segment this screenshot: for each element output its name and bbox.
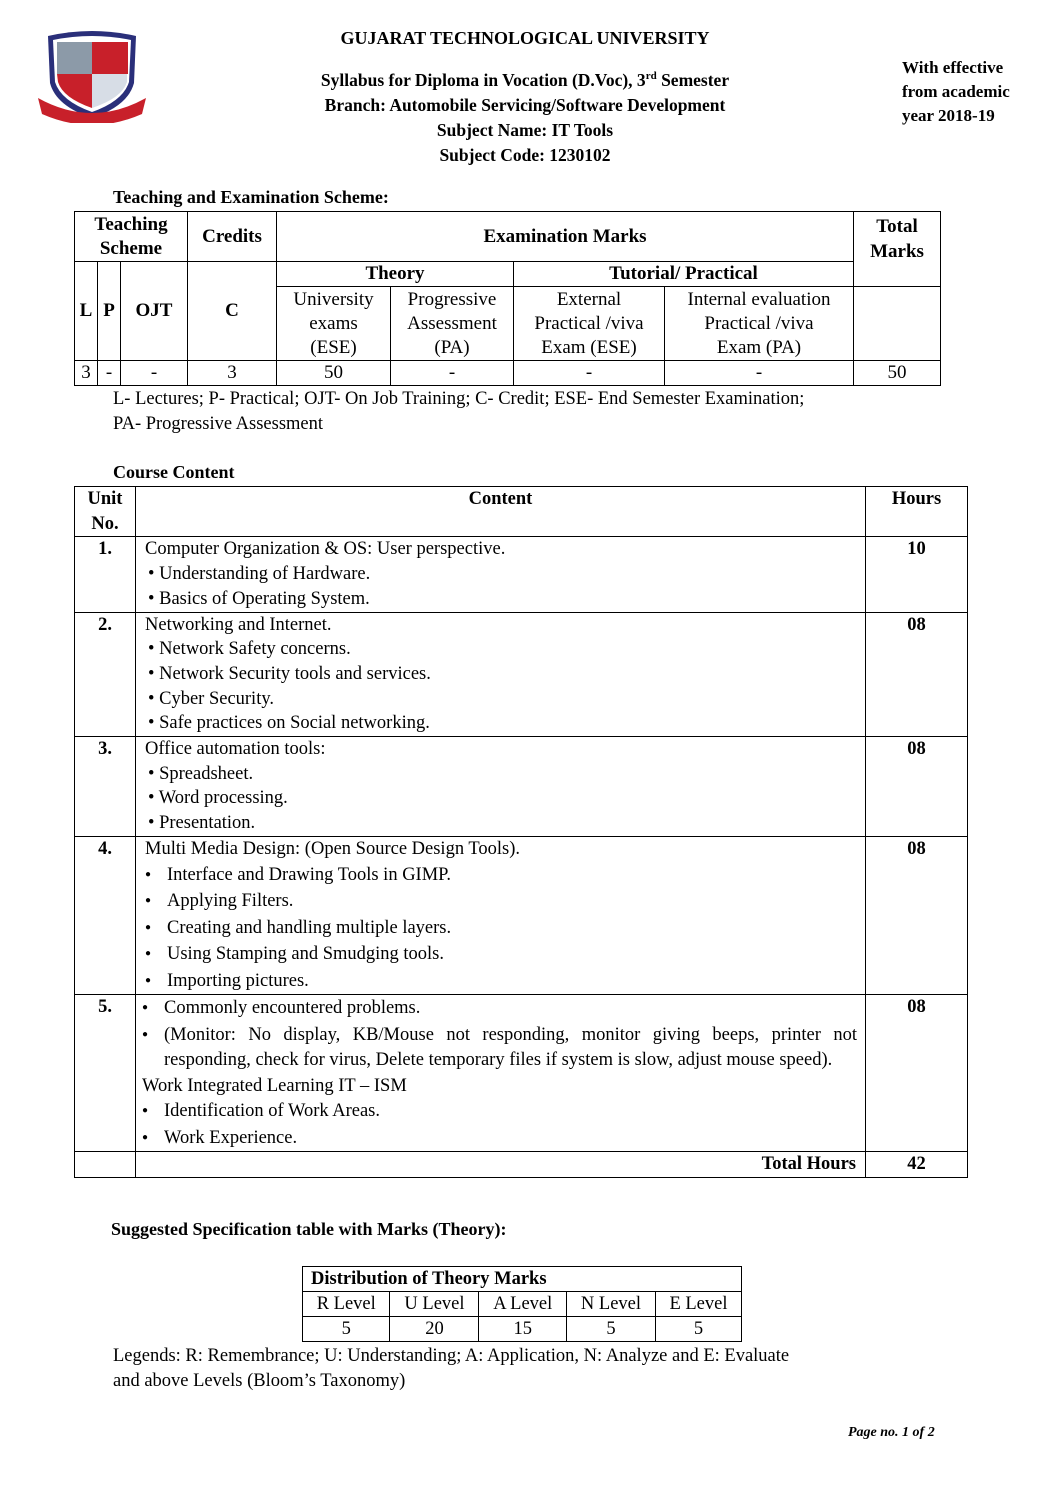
syllabus-line: Syllabus for Diploma in Vocation (D.Voc), 3rd Semester: [320, 69, 730, 90]
unit-number: 5.: [75, 995, 136, 1152]
unit-content: ● Commonly encountered problems. ● (Monitor: No display, KB/Mouse not responding, monitor giving beeps, printer not responding, check for virus, Delete temporary files if system is slow, adjust mouse speed). Work Integrated Learning IT – ISM ● Identification of Work Areas. ● Work Experience.: [136, 995, 866, 1152]
ojt-value: -: [121, 361, 188, 386]
spec-title: Suggested Specification table with Marks (Theory):: [111, 1219, 507, 1239]
scheme-title: Teaching and Examination Scheme:: [113, 187, 389, 207]
scheme-values-row: [75, 361, 941, 386]
university-name: GUJARAT TECHNOLOGICAL UNIVERSITY: [340, 28, 710, 48]
e-level-header: E Level: [655, 1292, 741, 1317]
total-hours-label: Total Hours: [136, 1152, 866, 1178]
unit-number: 4.: [75, 836, 136, 994]
a-level-marks: 15: [479, 1317, 566, 1342]
subject-name: Subject Name: IT Tools: [436, 119, 614, 140]
total-spacer: [75, 1152, 136, 1178]
unit-row: [75, 995, 968, 1152]
subject-code: Subject Code: 1230102: [439, 144, 611, 165]
unit-hours: 10: [866, 537, 968, 612]
p-header: P: [98, 262, 121, 361]
unit-number: 1.: [75, 537, 136, 612]
course-content-title: Course Content: [113, 462, 235, 482]
content-header: Content: [136, 487, 866, 537]
n-level-header: N Level: [566, 1292, 655, 1317]
course-content-table: [74, 486, 968, 1178]
ojt-header: OJT: [121, 262, 188, 361]
l-value: 3: [75, 361, 98, 386]
total-value: 50: [854, 361, 941, 386]
university-logo: [30, 28, 155, 123]
page-number: Page no. 1 of 2: [848, 1425, 935, 1440]
r-level-header: R Level: [303, 1292, 390, 1317]
total-hours-row: [75, 1152, 968, 1178]
total-marks-header: Total Marks: [854, 212, 941, 287]
u-level-marks: 20: [390, 1317, 479, 1342]
hours-header: Hours: [866, 487, 968, 537]
effective-year-note: With effective from academic year 2018-19: [902, 58, 1010, 125]
pa-practical-value: -: [665, 361, 854, 386]
unit-row: [75, 612, 968, 737]
level-header-row: [303, 1292, 742, 1317]
pa-practical-header: Internal evaluation Practical /viva Exam (PA): [665, 287, 854, 361]
unit-content: Multi Media Design: (Open Source Design Tools). ● Interface and Drawing Tools in GIMP. ● Applying Filters. ● Creating and handling multiple layers. ● Using Stamping and Smudging tools. ● Importing pictures.: [136, 836, 866, 994]
pa-theory-header: Progressive Assessment (PA): [391, 287, 514, 361]
unit-row: [75, 737, 968, 837]
spec-legend: Legends: R: Remembrance; U: Understanding; A: Application, N: Analyze and E: Evaluate and above Levels (Bloom’s Taxonomy): [113, 1346, 790, 1391]
c-header: C: [188, 262, 277, 361]
unit-content: Computer Organization & OS: User perspective. • Understanding of Hardware. • Basics of Operating System.: [136, 537, 866, 612]
unit-number: 2.: [75, 612, 136, 737]
ese-theory-header: University exams (ESE): [277, 287, 391, 361]
ese-practical-header: External Practical /viva Exam (ESE): [514, 287, 665, 361]
unit-hours: 08: [866, 612, 968, 737]
shield-crest-icon: [30, 28, 155, 123]
unit-hours: 08: [866, 836, 968, 994]
c-value: 3: [188, 361, 277, 386]
unit-row: [75, 836, 968, 994]
teaching-scheme-header: Teaching Scheme: [75, 212, 188, 262]
n-level-marks: 5: [566, 1317, 655, 1342]
branch-line: Branch: Automobile Servicing/Software Development: [324, 94, 726, 115]
p-value: -: [98, 361, 121, 386]
level-marks-row: [303, 1317, 742, 1342]
unit-row: [75, 537, 968, 612]
u-level-header: U Level: [390, 1292, 479, 1317]
credits-header: Credits: [188, 212, 277, 262]
l-header: L: [75, 262, 98, 361]
unit-content: Office automation tools: • Spreadsheet. • Word processing. • Presentation.: [136, 737, 866, 837]
total-hours-value: 42: [866, 1152, 968, 1178]
unit-hours: 08: [866, 737, 968, 837]
e-level-marks: 5: [655, 1317, 741, 1342]
theory-header: Theory: [277, 262, 514, 287]
theory-distribution-table: [302, 1266, 742, 1342]
unit-header: Unit No.: [75, 487, 136, 537]
scheme-table: [74, 211, 941, 386]
exam-marks-header: Examination Marks: [277, 212, 854, 262]
unit-content: Networking and Internet. • Network Safety concerns. • Network Security tools and services. • Cyber Security. • Safe practices on Social networking.: [136, 612, 866, 737]
ese-practical-value: -: [514, 361, 665, 386]
ese-theory-value: 50: [277, 361, 391, 386]
distribution-title: Distribution of Theory Marks: [303, 1267, 742, 1292]
course-header: [280, 64, 770, 168]
r-level-marks: 5: [303, 1317, 390, 1342]
unit-number: 3.: [75, 737, 136, 837]
total-marks-spacer: [854, 287, 941, 361]
scheme-legend: L- Lectures; P- Practical; OJT- On Job Training; C- Credit; ESE- End Semester Examination; PA- Progressive Assessment: [113, 389, 805, 434]
a-level-header: A Level: [479, 1292, 566, 1317]
tutorial-practical-header: Tutorial/ Practical: [514, 262, 854, 287]
unit-hours: 08: [866, 995, 968, 1152]
pa-theory-value: -: [391, 361, 514, 386]
